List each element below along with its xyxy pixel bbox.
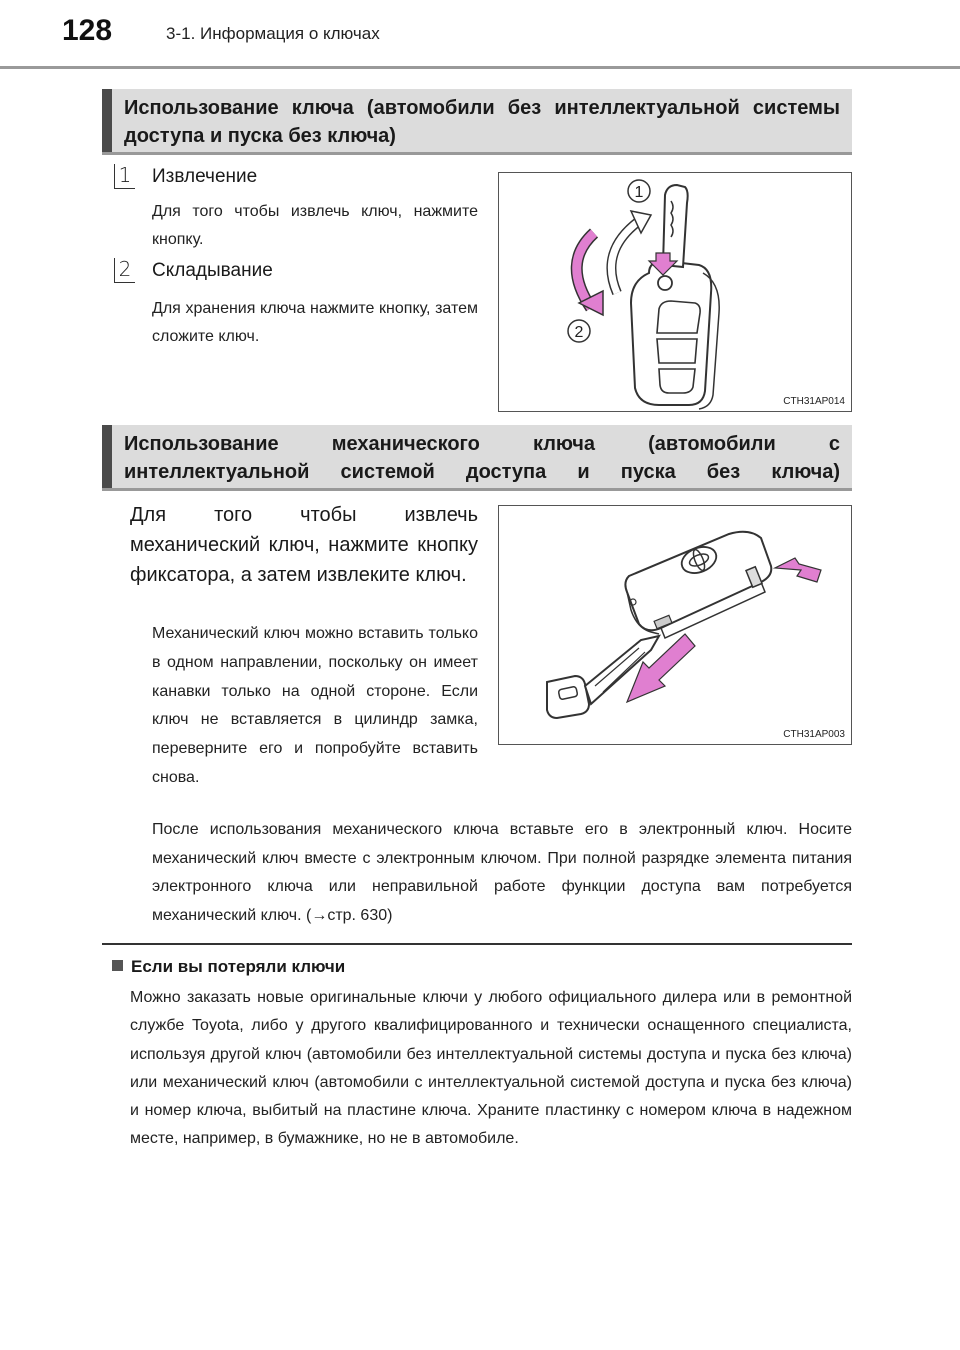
figure-code: CTH31AP014 [783,396,845,407]
step-text-fold: Для хранения ключа нажмите кнопку, затем сложите ключ. [152,300,478,345]
key-fob-top [625,532,771,631]
release-button [658,276,672,290]
callout-1-label: 1 [634,184,644,201]
latch-arrow-icon [775,558,821,582]
header-rule [0,66,960,69]
square-bullet-icon [112,960,123,971]
lost-keys-heading [112,957,345,977]
mechanical-key-instructions: Для того чтобы извлечь механический ключ, нажмите кнопку фиксатора, а затем извлеките ключ. [130,504,478,586]
step-number-2: 2 [114,258,135,283]
step-number-1: 1 [114,164,135,189]
section-header-key-use [102,89,852,155]
step-title-fold: Складывание [152,260,273,281]
figure-smart-key [498,505,852,745]
key-button-top [657,301,700,333]
mechanical-key-note: Механический ключ можно вставить только в одном направлении, поскольку он имеет канавки только на одной стороне. Если ключ не вставляется в цилиндр замка, переверните его и попробуйте вставить снова. [152,625,478,786]
key-button-bottom [659,369,695,393]
section-title: Использование механического ключа (автомобили с интеллектуальной системой доступа и пуска без ключа) [124,433,840,483]
step-text-extract: Для того чтобы извлечь ключ, нажмите кнопку. [152,203,478,248]
folding-key-illustration [499,173,850,410]
lost-keys-heading-text: Если вы потеряли ключи [131,957,346,976]
page-number: 128 [62,14,113,47]
lost-keys-paragraph: Можно заказать новые оригинальные ключи у любого официального дилера или в ремонтной службе Toyota, либо у другого квалифицированного и технически оснащенного специалиста, используя другой ключ (автомобили без интеллектуальной системы доступа и пуска без ключа) или механический ключ (автомобили с интеллектуальной системой доступа и пуска без ключа) и номер ключа, выбитый на пластине ключа. Храните пластинку с номером ключа в надежном месте, например, в бумажнике, но не в автомобиле. [130,989,852,1148]
after-use-paragraph: После использования механического ключа вставьте его в электронный ключ. Носите механический ключ вместе с электронным ключом. При полной разрядке элемента питания электронного ключа или неправильной работе функции доступа вам потребуется механический ключ. (→стр. 630) [152,821,852,924]
key-button-middle [657,339,697,363]
section-header-bar [102,425,112,488]
figure-folding-key [498,172,852,412]
figure-code: CTH31AP003 [783,729,845,740]
chapter-title: 3-1. Информация о ключах [166,24,380,43]
callout-2-label: 2 [574,324,584,341]
unfold-arrow-icon [611,221,639,293]
step-title-extract: Извлечение [152,166,258,187]
section-header-bar [102,89,112,152]
section-header-mechanical-key [102,425,852,491]
smart-key-illustration [499,506,850,743]
section-title: Использование ключа (автомобили без интеллектуальной системы доступа и пуска без ключа) [124,97,840,147]
section-divider [102,943,852,945]
